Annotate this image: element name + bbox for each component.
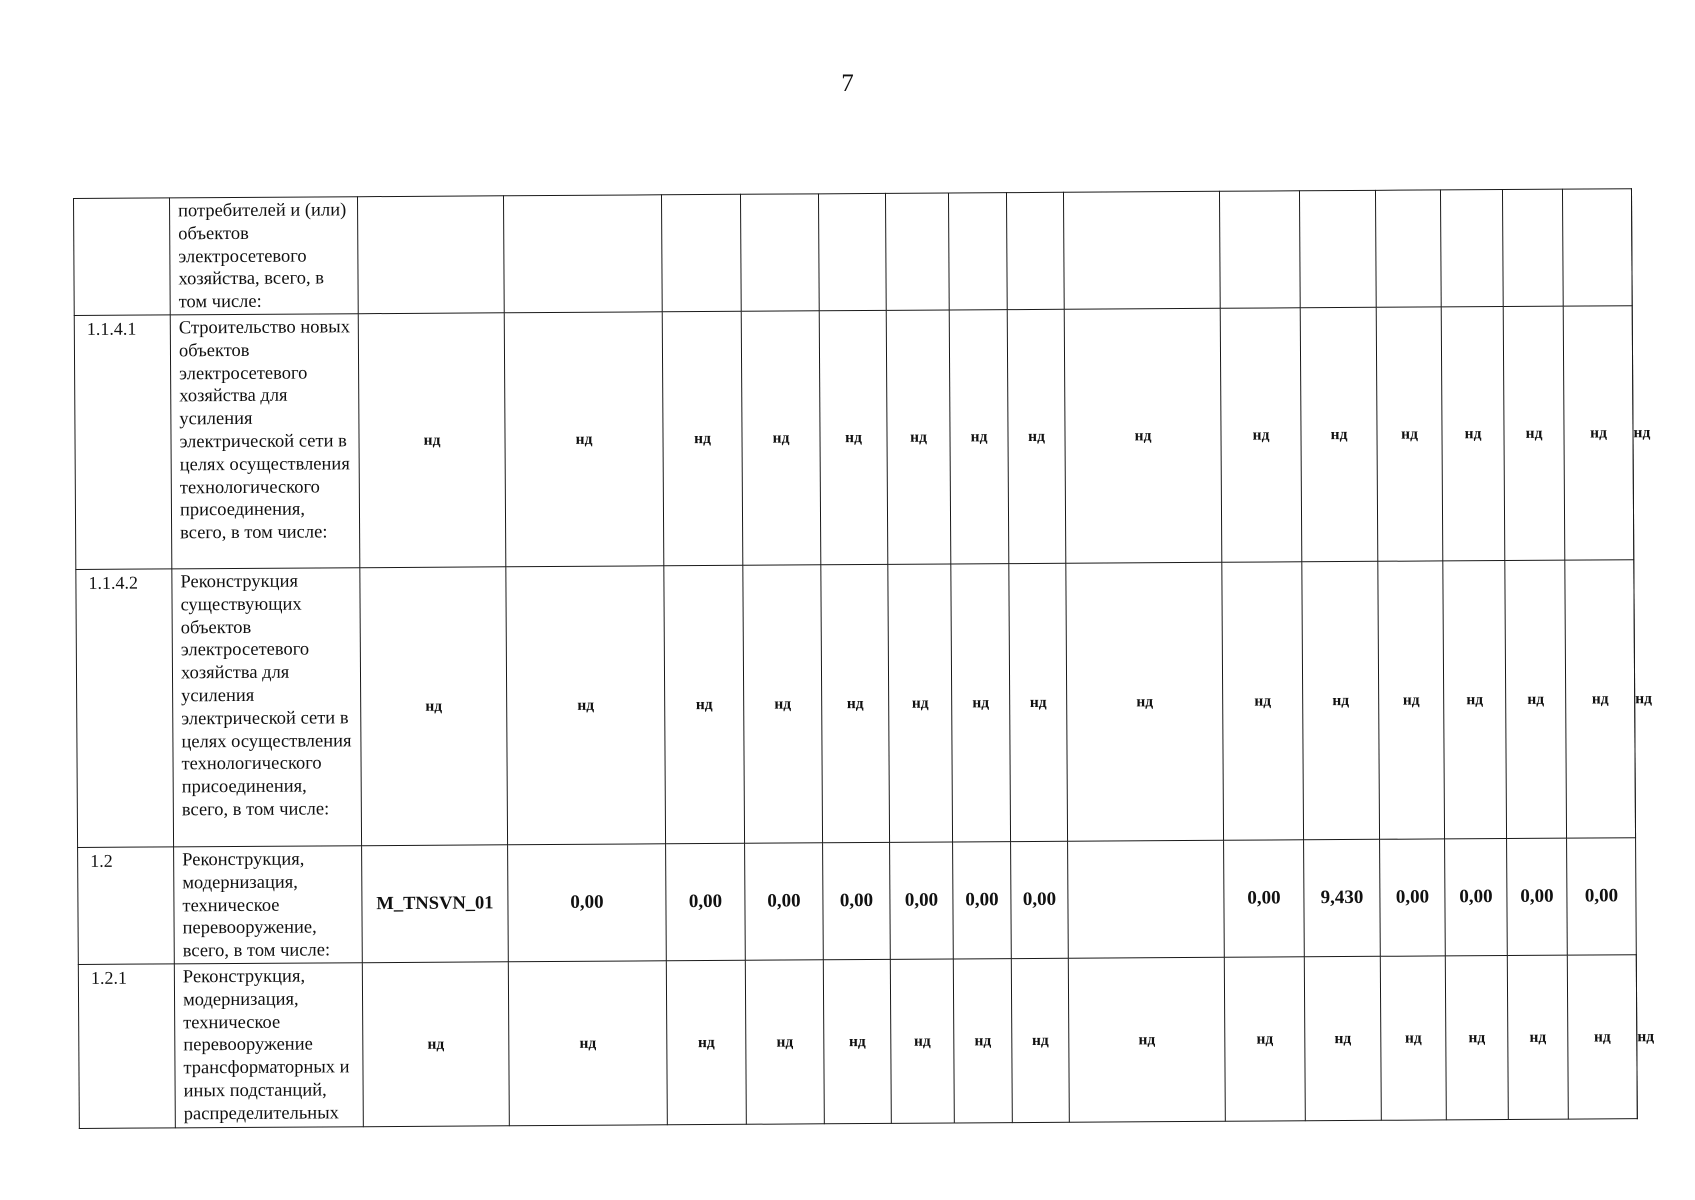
value-cell: 0,00	[1567, 838, 1637, 955]
value-cell: нд	[745, 960, 824, 1124]
value-cell: нд	[664, 565, 745, 843]
value-cell: нд	[953, 959, 1012, 1123]
value-cell: нд	[1376, 307, 1443, 561]
value-cell: 0,00	[823, 842, 891, 959]
value-cell: 9,430	[1304, 839, 1381, 956]
document-sheet	[73, 188, 1655, 1129]
value-cell: нд	[1380, 956, 1446, 1120]
value-cell: 0,00	[890, 842, 954, 959]
value-cell	[740, 194, 819, 311]
row-code-cell: 1.2.1	[78, 964, 175, 1129]
value-cell: нд	[1503, 306, 1565, 560]
value-cell	[1502, 189, 1563, 306]
value-cell: нд	[1567, 955, 1637, 1119]
value-cell: нд	[1505, 560, 1567, 838]
value-cell: нд	[1378, 561, 1445, 839]
value-cell: нд	[506, 566, 666, 845]
value-cell	[1219, 191, 1300, 308]
project-id-cell: нд	[362, 962, 509, 1127]
value-cell: 0,00	[666, 843, 746, 960]
value-cell: нд	[1507, 955, 1568, 1119]
value-cell	[885, 193, 949, 310]
value-cell: 0,00	[508, 844, 667, 962]
row-name-cell: Реконструкция, модернизация, техническое перевооружение, всего, в том числе:	[174, 846, 363, 964]
value-cell: нд	[1300, 307, 1378, 561]
value-cell	[948, 193, 1007, 310]
value-cell: нд	[886, 310, 951, 564]
value-cell: нд	[1302, 561, 1380, 839]
value-cell: нд	[1064, 308, 1222, 563]
investment-program-table	[73, 188, 1655, 1129]
value-cell: нд	[1222, 562, 1304, 840]
value-cell: нд	[508, 961, 667, 1126]
row-code-cell	[74, 198, 171, 316]
row-name-cell: Реконструкция, модернизация, техническое перевооружение трансформаторных и иных подстанций, распределительных	[174, 963, 363, 1128]
value-cell: нд	[741, 311, 821, 565]
value-cell: 0,00	[1224, 840, 1305, 957]
value-cell: нд	[1066, 562, 1224, 841]
value-cell	[661, 194, 741, 311]
value-cell: нд	[743, 565, 823, 843]
value-cell: нд	[1007, 309, 1066, 563]
value-cell: нд	[951, 564, 1011, 842]
value-cell: 0,00	[745, 843, 824, 960]
value-cell: нд	[666, 960, 746, 1124]
row-code-cell: 1.1.4.2	[76, 569, 174, 848]
value-cell	[1440, 190, 1503, 307]
value-cell: нд	[890, 959, 954, 1123]
value-cell: нд	[819, 310, 888, 564]
value-cell: 0,00	[1445, 838, 1508, 955]
value-cell: нд	[823, 959, 891, 1123]
value-cell: нд	[662, 311, 743, 565]
value-cell: нд	[821, 564, 890, 842]
row-name-cell: потребителей и (или) объектов электросетевого хозяйства, всего, в том числе:	[170, 197, 359, 315]
value-cell: нд	[888, 564, 953, 842]
table-row	[74, 189, 1633, 316]
value-cell: нд	[1443, 560, 1507, 838]
value-cell: нд	[1563, 306, 1634, 560]
value-cell	[1299, 190, 1376, 307]
value-cell	[503, 195, 662, 313]
value-cell: 0,00	[1011, 841, 1069, 958]
value-cell: 0,00	[1507, 838, 1568, 955]
value-cell: нд	[1011, 958, 1069, 1122]
page-number: 7	[841, 70, 854, 97]
value-cell	[1068, 840, 1225, 958]
value-cell: нд	[1068, 957, 1225, 1122]
value-cell: нд	[1009, 563, 1068, 841]
row-name-cell: Реконструкция существующих объектов электросетевого хозяйства для усиления электрической сети в целях осуществления технологического присоединения, всего, в том числе:	[172, 568, 362, 847]
row-code-cell: 1.2	[78, 847, 175, 965]
row-name-cell: Строительство новых объектов электросетевого хозяйства для усиления электрической сети в целях осуществления технологического присоединения, всего, в том числе:	[170, 314, 360, 569]
value-cell: нд	[1632, 306, 1634, 560]
row-code-cell: 1.1.4.1	[74, 315, 172, 570]
project-id-cell: нд	[360, 567, 508, 846]
value-cell	[1562, 189, 1632, 306]
table-row	[78, 955, 1637, 1129]
value-cell	[818, 193, 886, 310]
value-cell: нд	[1220, 308, 1302, 562]
project-id-cell: M_TNSVN_01	[362, 845, 509, 963]
value-cell: нд	[1304, 956, 1381, 1120]
value-cell: нд	[1636, 955, 1637, 1119]
project-id-cell	[357, 196, 504, 314]
value-cell: нд	[504, 312, 664, 567]
project-id-cell: нд	[358, 313, 506, 568]
value-cell: 0,00	[953, 842, 1012, 959]
value-cell	[1006, 192, 1064, 309]
value-cell: нд	[949, 310, 1009, 564]
table-row	[78, 838, 1637, 965]
value-cell	[1375, 190, 1441, 307]
value-cell: нд	[1565, 560, 1636, 838]
value-cell: нд	[1445, 955, 1508, 1119]
value-cell: нд	[1441, 307, 1505, 561]
value-cell: 0,00	[1380, 839, 1446, 956]
value-cell: нд	[1634, 560, 1636, 838]
table-row	[76, 560, 1636, 848]
value-cell	[1063, 191, 1220, 309]
value-cell: нд	[1224, 957, 1305, 1121]
table-row	[74, 306, 1634, 570]
